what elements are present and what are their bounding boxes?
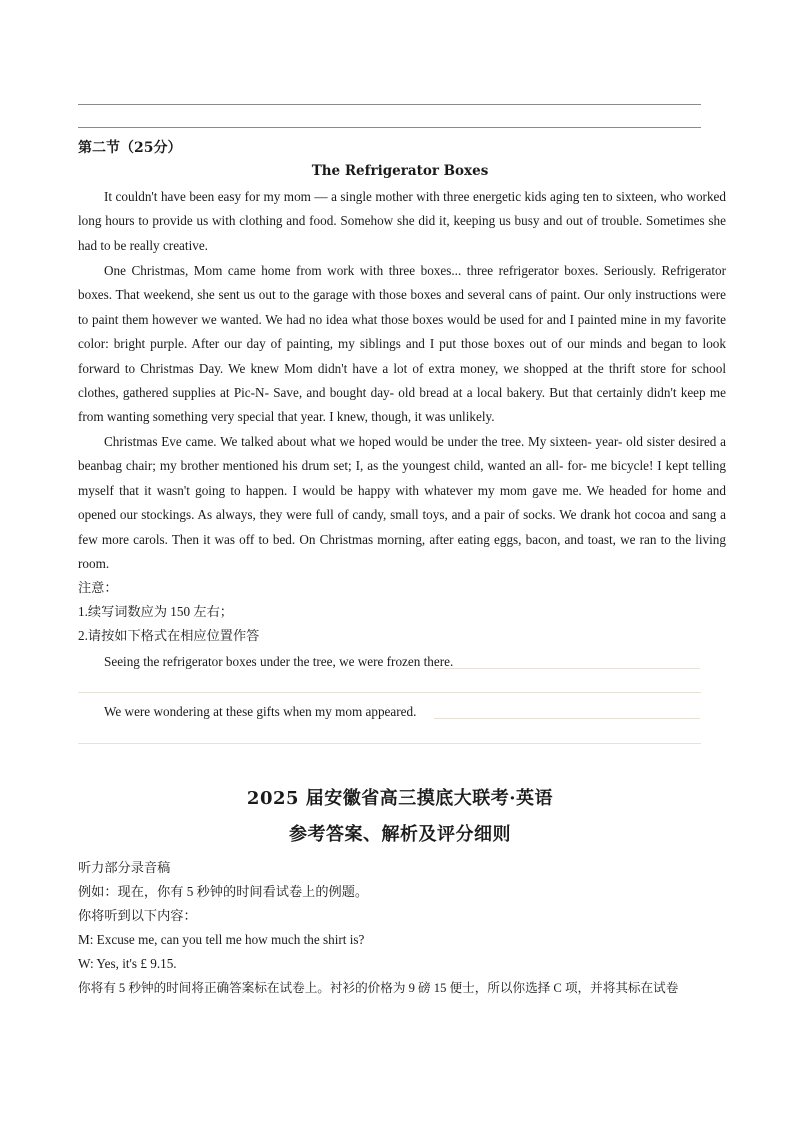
- answer-key-line: 你将有 5 秒钟的时间将正确答案标在试卷上。衬衫的价格为 9 磅 15 便士，所以你选择 C 项，并将其标在试卷: [78, 981, 679, 995]
- writing-line: [434, 668, 700, 669]
- answer-key-line: 例如：现在，你有 5 秒钟的时间看试卷上的例题。: [78, 884, 369, 899]
- essay-paragraph-1: It couldn't have been easy for my mom — a single mother with three energetic kids aging ten to sixteen, who worked long hours to provide us with clothing and food. Somehow she did it, keeping us busy and out of trouble. Sometimes she had to be really creative.: [78, 189, 726, 253]
- section-heading: 第二节（25分）: [78, 140, 182, 156]
- answer-key-line: 你将听到以下内容：: [78, 908, 197, 923]
- writing-line: [78, 692, 701, 693]
- top-rule-1: [78, 104, 701, 105]
- answer-key-line: M: Excuse me, can you tell me how much the shirt is?: [78, 932, 365, 947]
- prompt-2: We were wondering at these gifts when my mom appeared.: [104, 704, 417, 719]
- writing-line: [78, 743, 701, 744]
- writing-line: [434, 718, 700, 719]
- answer-key-subtitle: 参考答案、解析及评分细则: [289, 824, 511, 845]
- answer-key-line: W: Yes, it's £ 9.15.: [78, 956, 177, 971]
- essay-paragraph-2: One Christmas, Mom came home from work with three boxes... three refrigerator boxes. Seriously. Refrigerator boxes. That weekend, she sent us out to the garage with those boxes and several cans of paint. Our only instructions were to paint them however we wanted. We had no idea what those boxes would be used for and I painted mine in my favorite color: bright purple. After our day of painting, my siblings and I put those boxes out of our minds and began to look forward to Christmas Day. We knew Mom didn't have a lot of extra money, we shopped at the thrift store for school clothes, gathered supplies at Pic-N- Save, and bought day- old bread at a local bakery. But that certainly didn't keep me from wanting something very special that year. I knew, though, it was unlikely.: [78, 263, 726, 425]
- prompt-1: Seeing the refrigerator boxes under the tree, we were frozen there.: [104, 654, 454, 669]
- notes-label: 注意：: [78, 580, 118, 595]
- note-item-1: 1.续写词数应为 150 左右；: [78, 604, 233, 619]
- note-item-2: 2.请按如下格式在相应位置作答: [78, 628, 260, 643]
- answer-key-title: 2025 届安徽省高三摸底大联考·英语: [246, 788, 554, 809]
- essay-title: The Refrigerator Boxes: [311, 163, 489, 179]
- top-rule-2: [78, 127, 701, 128]
- answer-key-line: 听力部分录音稿: [78, 860, 171, 875]
- essay-paragraph-3: Christmas Eve came. We talked about what we hoped would be under the tree. My sixteen- year- old sister desired a beanbag chair; my brother mentioned his drum set; I, as the youngest child, wanted an all- for- me bicycle! I kept telling myself that it wasn't going to happen. I would be happy with whatever my mom gave me. We headed for home and opened our stockings. As always, they were full of candy, small toys, and a pair of socks. We drank hot cocoa and sang a few more carols. Then it was off to bed. On Christmas morning, after eating eggs, bacon, and toast, we ran to the living room.: [78, 434, 726, 572]
